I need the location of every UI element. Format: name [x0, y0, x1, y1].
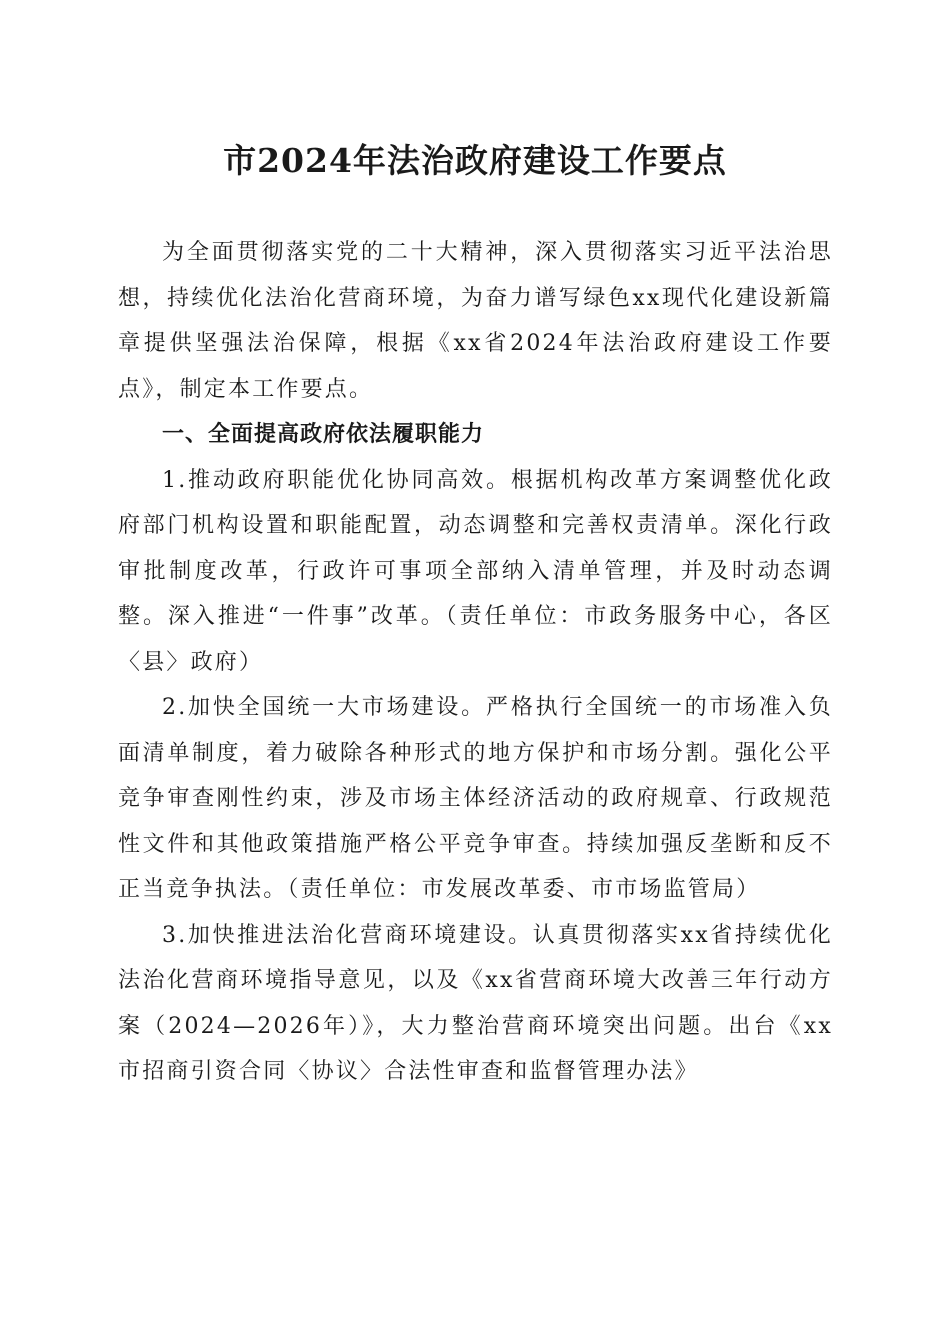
list-item: 2.加快全国统一大市场建设。严格执行全国统一的市场准入负面清单制度，着力破除各种形式的地方保护和市场分割。强化公平竞争审查刚性约束，涉及市场主体经济活动的政府规章、行政规范性文件和其他政策措施严格公平竞争审查。持续加强反垄断和反不正当竞争执法。（责任单位：市发展改革委、市市场监管局）: [118, 695, 833, 902]
list-item: 3.加快推进法治化营商环境建设。认真贯彻落实xx省持续优化法治化营商环境指导意见，以及《xx省营商环境大改善三年行动方案（2024—2026年）》，大力整治营商环境突出问题。出台《xx市招商引资合同〈协议〉合法性审查和监督管理办法》: [118, 922, 833, 1084]
intro-paragraph: 为全面贯彻落实党的二十大精神，深入贯彻落实习近平法治思想，持续优化法治化营商环境，为奋力谱写绿色xx现代化建设新篇章提供坚强法治保障，根据《xx省2024年法治政府建设工作要点》，制定本工作要点。: [118, 240, 833, 402]
section-heading: 一、全面提高政府依法履职能力: [162, 422, 485, 447]
document-body: [118, 230, 833, 1095]
document-title: 市2024年法治政府建设工作要点: [223, 141, 727, 180]
list-item: 1.推动政府职能优化协同高效。根据机构改革方案调整优化政府部门机构设置和职能配置，动态调整和完善权责清单。深化行政审批制度改革，行政许可事项全部纳入清单管理，并及时动态调整。深入推进“一件事”改革。（责任单位：市政务服务中心，各区〈县〉政府）: [118, 467, 833, 675]
